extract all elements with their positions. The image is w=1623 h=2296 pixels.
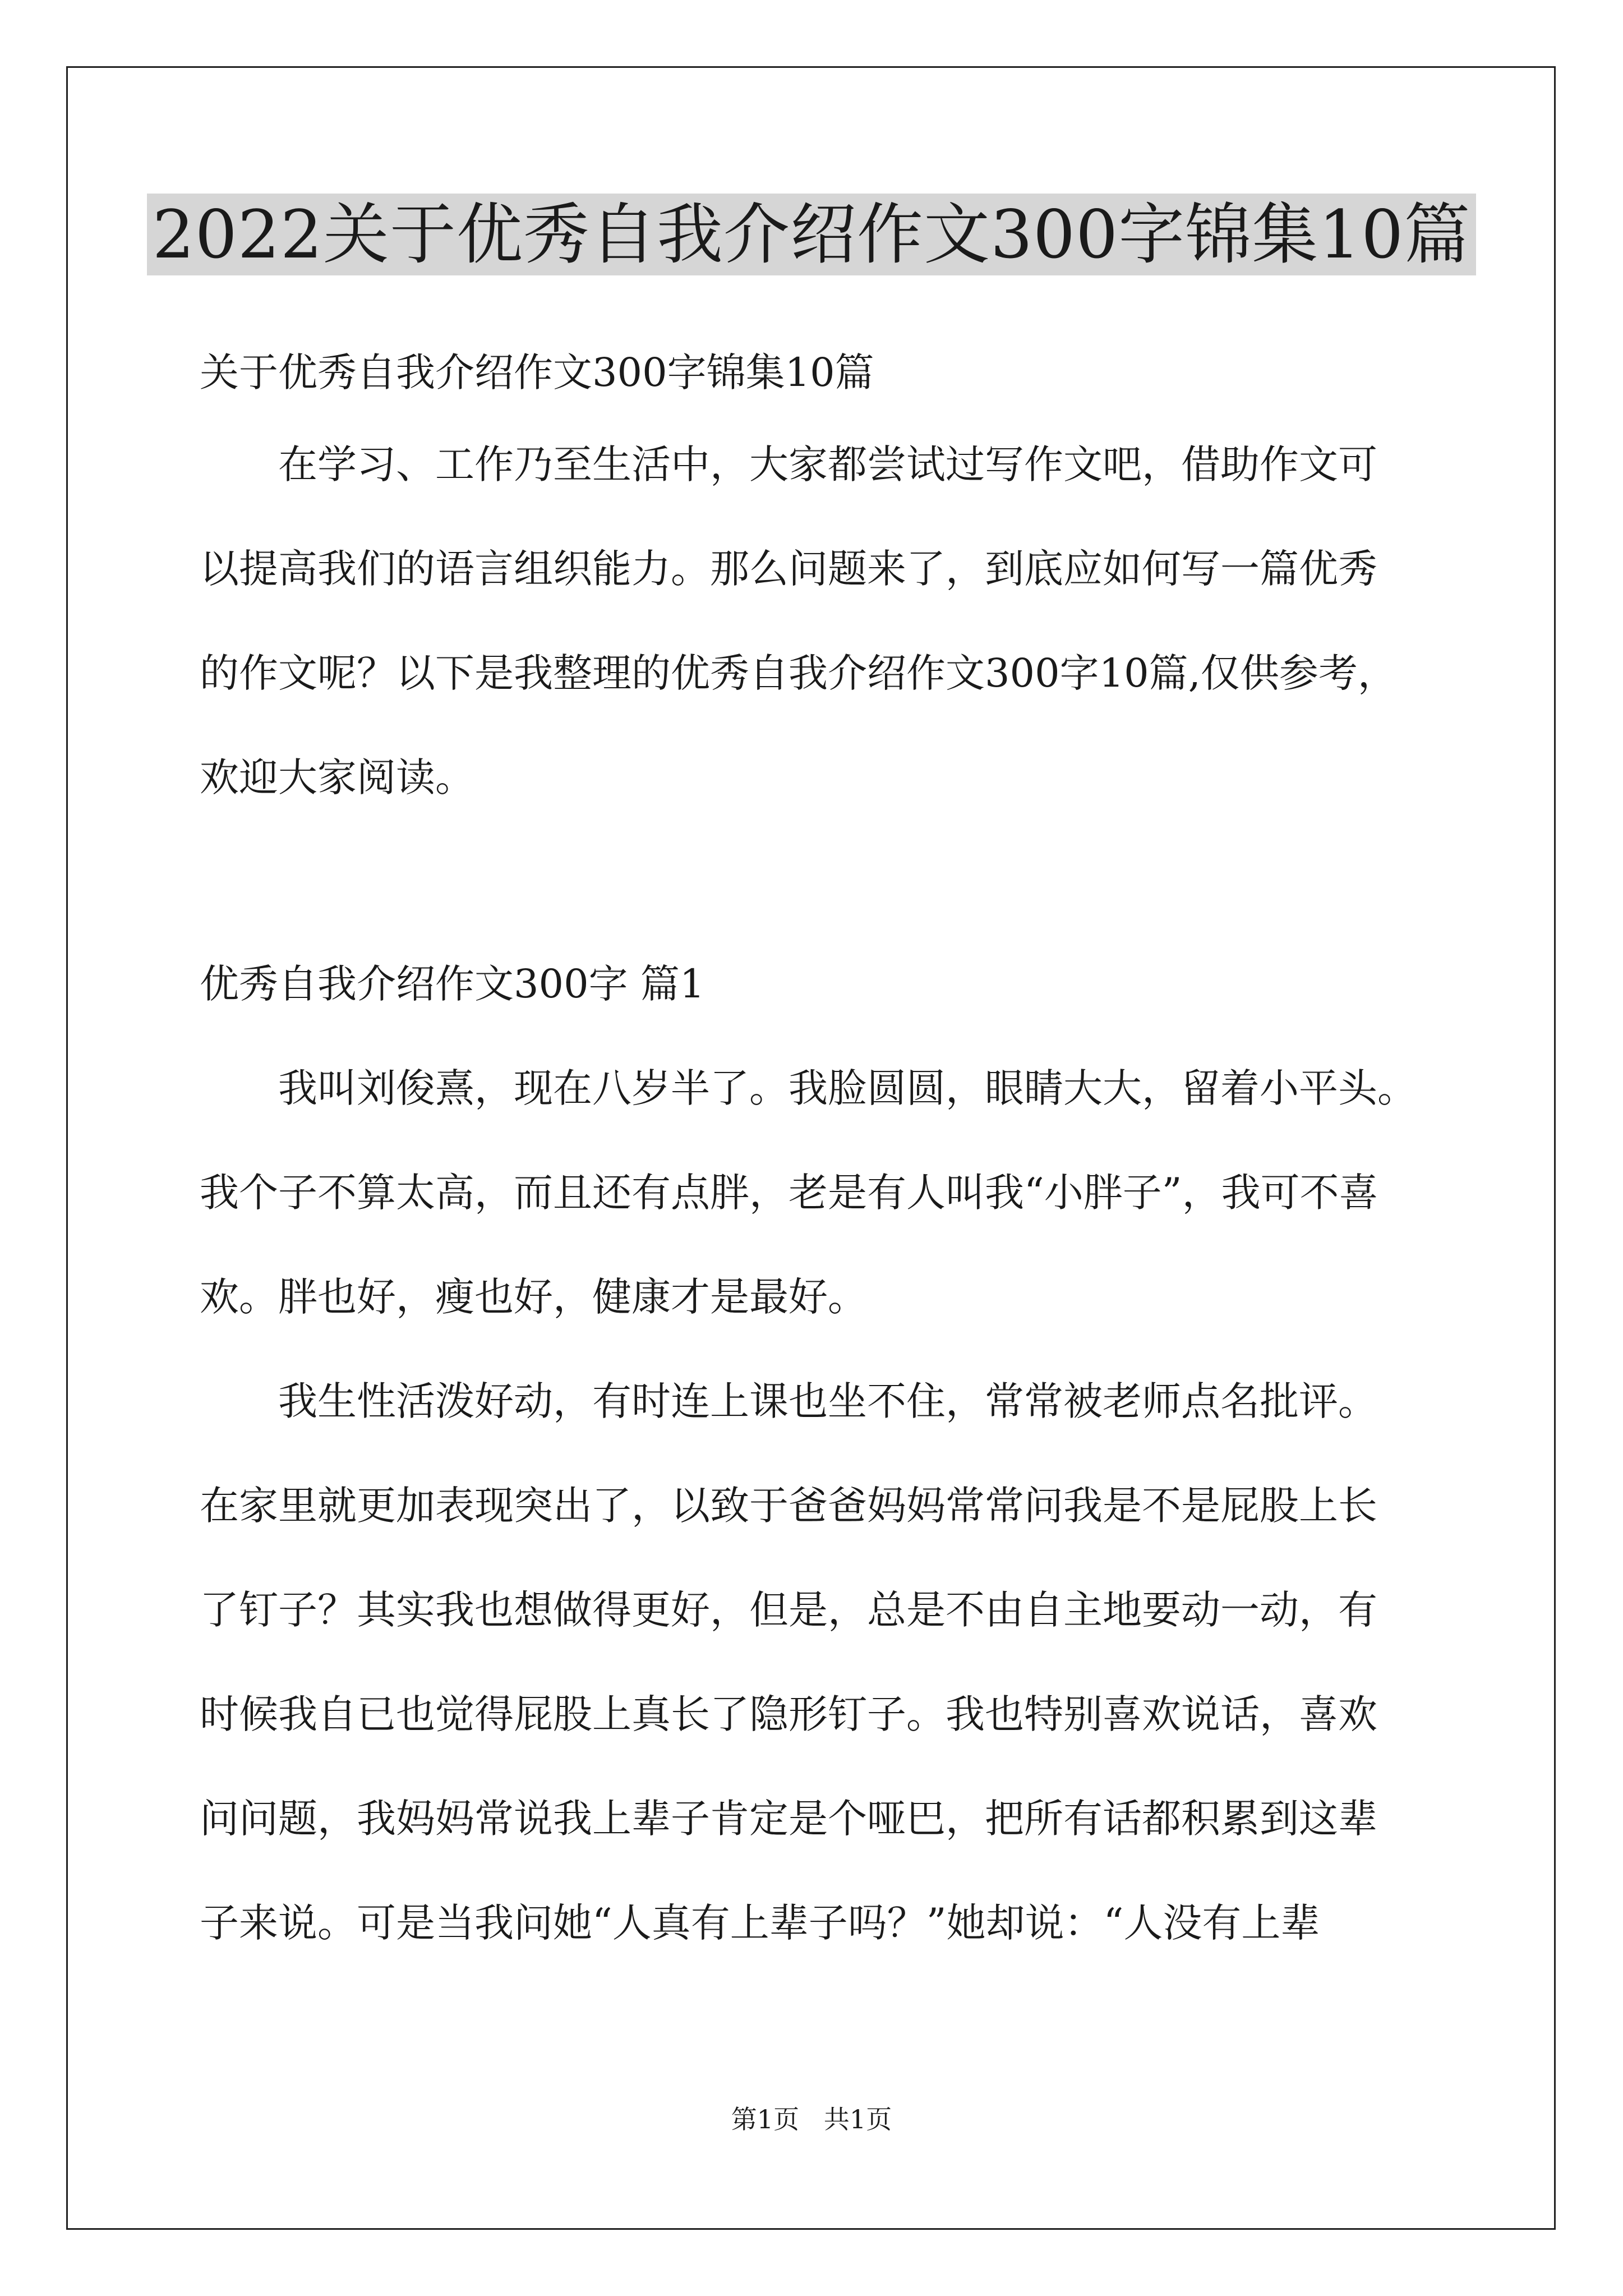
page-footer: 第1页 共1页 <box>731 2104 892 2134</box>
paragraph-line: 我叫刘俊熹，现在八岁半了。我脸圆圆，眼睛大大，留着小平头。 <box>278 1065 1417 1111</box>
section-heading: 优秀自我介绍作文300字 篇1 <box>200 961 705 1007</box>
paragraph-line: 子来说。可是当我问她“人真有上辈子吗？”她却说：“人没有上辈 <box>200 1900 1320 1946</box>
paragraph-line: 欢。胖也好，瘦也好，健康才是最好。 <box>200 1274 867 1320</box>
paragraph-line: 在家里就更加表现突出了，以致于爸爸妈妈常常问我是不是屁股上长 <box>200 1483 1377 1529</box>
title-container <box>0 194 1623 275</box>
paragraph-line: 时候我自已也觉得屁股上真长了隐形钉子。我也特别喜欢说话，喜欢 <box>200 1691 1377 1737</box>
intro-line: 的作文呢？以下是我整理的优秀自我介绍作文300字10篇,仅供参考， <box>200 650 1397 696</box>
document-subtitle: 关于优秀自我介绍作文300字锦集10篇 <box>200 349 874 395</box>
paragraph-line: 了钉子？其实我也想做得更好，但是，总是不由自主地要动一动，有 <box>200 1587 1377 1633</box>
intro-line: 以提高我们的语言组织能力。那么问题来了，到底应如何写一篇优秀 <box>200 546 1377 592</box>
paragraph-line: 问问题，我妈妈常说我上辈子肯定是个哑巴，把所有话都积累到这辈 <box>200 1796 1377 1842</box>
document-body <box>200 314 1433 1948</box>
paragraph-line: 我生性活泼好动，有时连上课也坐不住，常常被老师点名批评。 <box>278 1378 1377 1424</box>
document-title: 2022关于优秀自我介绍作文300字锦集10篇 <box>147 194 1477 275</box>
paragraph-line: 我个子不算太高，而且还有点胖，老是有人叫我“小胖子”，我可不喜 <box>200 1170 1378 1216</box>
intro-line: 欢迎大家阅读。 <box>200 754 474 800</box>
intro-line: 在学习、工作乃至生活中，大家都尝试过写作文吧，借助作文可 <box>278 441 1377 487</box>
